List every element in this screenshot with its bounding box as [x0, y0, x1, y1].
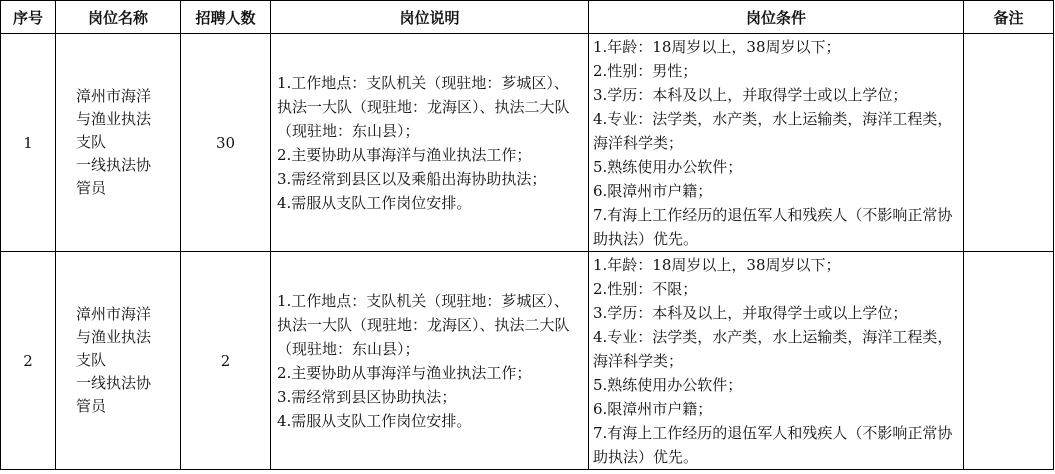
- row-position-name: [56, 252, 181, 470]
- row-requirements: [589, 34, 964, 252]
- position-name-line: 管员: [76, 397, 107, 415]
- description-line: 2.主要协助从事海洋与渔业执法工作；: [277, 363, 532, 382]
- requirement-line: 3.学历：本科及以上，并取得学士或以上学位；: [593, 85, 908, 104]
- table-row: [1, 252, 1054, 470]
- header-position-requirements: 岗位条件: [589, 1, 964, 34]
- table-row: [1, 34, 1054, 252]
- requirement-line: 7.有海上工作经历的退伍军人和残疾人（不影响正常协助执法）优先。: [593, 205, 953, 248]
- description-line: 2.主要协助从事海洋与渔业执法工作；: [277, 145, 532, 164]
- requirement-line: 2.性别：男性；: [593, 61, 698, 80]
- requirement-line: 1.年龄：18周岁以上，38周岁以下；: [593, 255, 841, 274]
- row-description: [271, 34, 589, 252]
- position-name-line: 管员: [76, 179, 107, 197]
- requirement-line: 5.熟练使用办公软件；: [593, 157, 743, 176]
- header-position-name: 岗位名称: [56, 1, 181, 34]
- requirement-line: 3.学历：本科及以上，并取得学士或以上学位；: [593, 303, 908, 322]
- header-remarks: 备注: [964, 1, 1054, 34]
- position-name-line: 支队: [76, 351, 107, 369]
- requirement-line: 7.有海上工作经历的退伍军人和残疾人（不影响正常协助执法）优先。: [593, 423, 953, 466]
- position-name-line: 与渔业执法: [76, 328, 152, 346]
- row-hire-count: 30: [181, 34, 271, 252]
- row-requirements: [589, 252, 964, 470]
- position-name-line: 一线执法协: [76, 156, 152, 174]
- requirement-line: 5.熟练使用办公软件；: [593, 375, 743, 394]
- description-line: 4.需服从支队工作岗位安排。: [277, 193, 472, 212]
- requirement-line: 2.性别：不限；: [593, 279, 698, 298]
- row-remarks: [964, 252, 1054, 470]
- description-line: 3.需经常到县区以及乘船出海协助执法；: [277, 169, 547, 188]
- position-name-line: 一线执法协: [76, 374, 152, 392]
- position-name-line: 漳州市海洋: [76, 87, 152, 105]
- requirement-line: 6.限漳州市户籍；: [593, 181, 713, 200]
- position-name-line: 支队: [76, 133, 107, 151]
- row-seq: 2: [1, 252, 56, 470]
- row-remarks: [964, 34, 1054, 252]
- requirement-line: 6.限漳州市户籍；: [593, 399, 713, 418]
- description-line: 4.需服从支队工作岗位安排。: [277, 411, 472, 430]
- row-position-name: [56, 34, 181, 252]
- row-description: [271, 252, 589, 470]
- requirement-line: 4.专业：法学类，水产类，水上运输类，海洋工程类，海洋科学类；: [593, 327, 953, 370]
- position-name-line: 漳州市海洋: [76, 305, 152, 323]
- header-row: [1, 1, 1054, 34]
- header-hire-count: 招聘人数: [181, 1, 271, 34]
- row-seq: 1: [1, 34, 56, 252]
- row-hire-count: 2: [181, 252, 271, 470]
- header-seq: 序号: [1, 1, 56, 34]
- position-name-line: 与渔业执法: [76, 110, 152, 128]
- requirement-line: 1.年龄：18周岁以上，38周岁以下；: [593, 37, 841, 56]
- requirement-line: 4.专业：法学类，水产类，水上运输类，海洋工程类，海洋科学类；: [593, 109, 953, 152]
- description-line: 3.需经常到县区协助执法；: [277, 387, 457, 406]
- description-line: 1.工作地点：支队机关（现驻地：芗城区）、执法一大队（现驻地：龙海区）、执法二大队（现驻地：东山县）；: [277, 73, 570, 140]
- description-line: 1.工作地点：支队机关（现驻地：芗城区）、执法一大队（现驻地：龙海区）、执法二大队（现驻地：东山县）；: [277, 291, 570, 358]
- header-position-description: 岗位说明: [271, 1, 589, 34]
